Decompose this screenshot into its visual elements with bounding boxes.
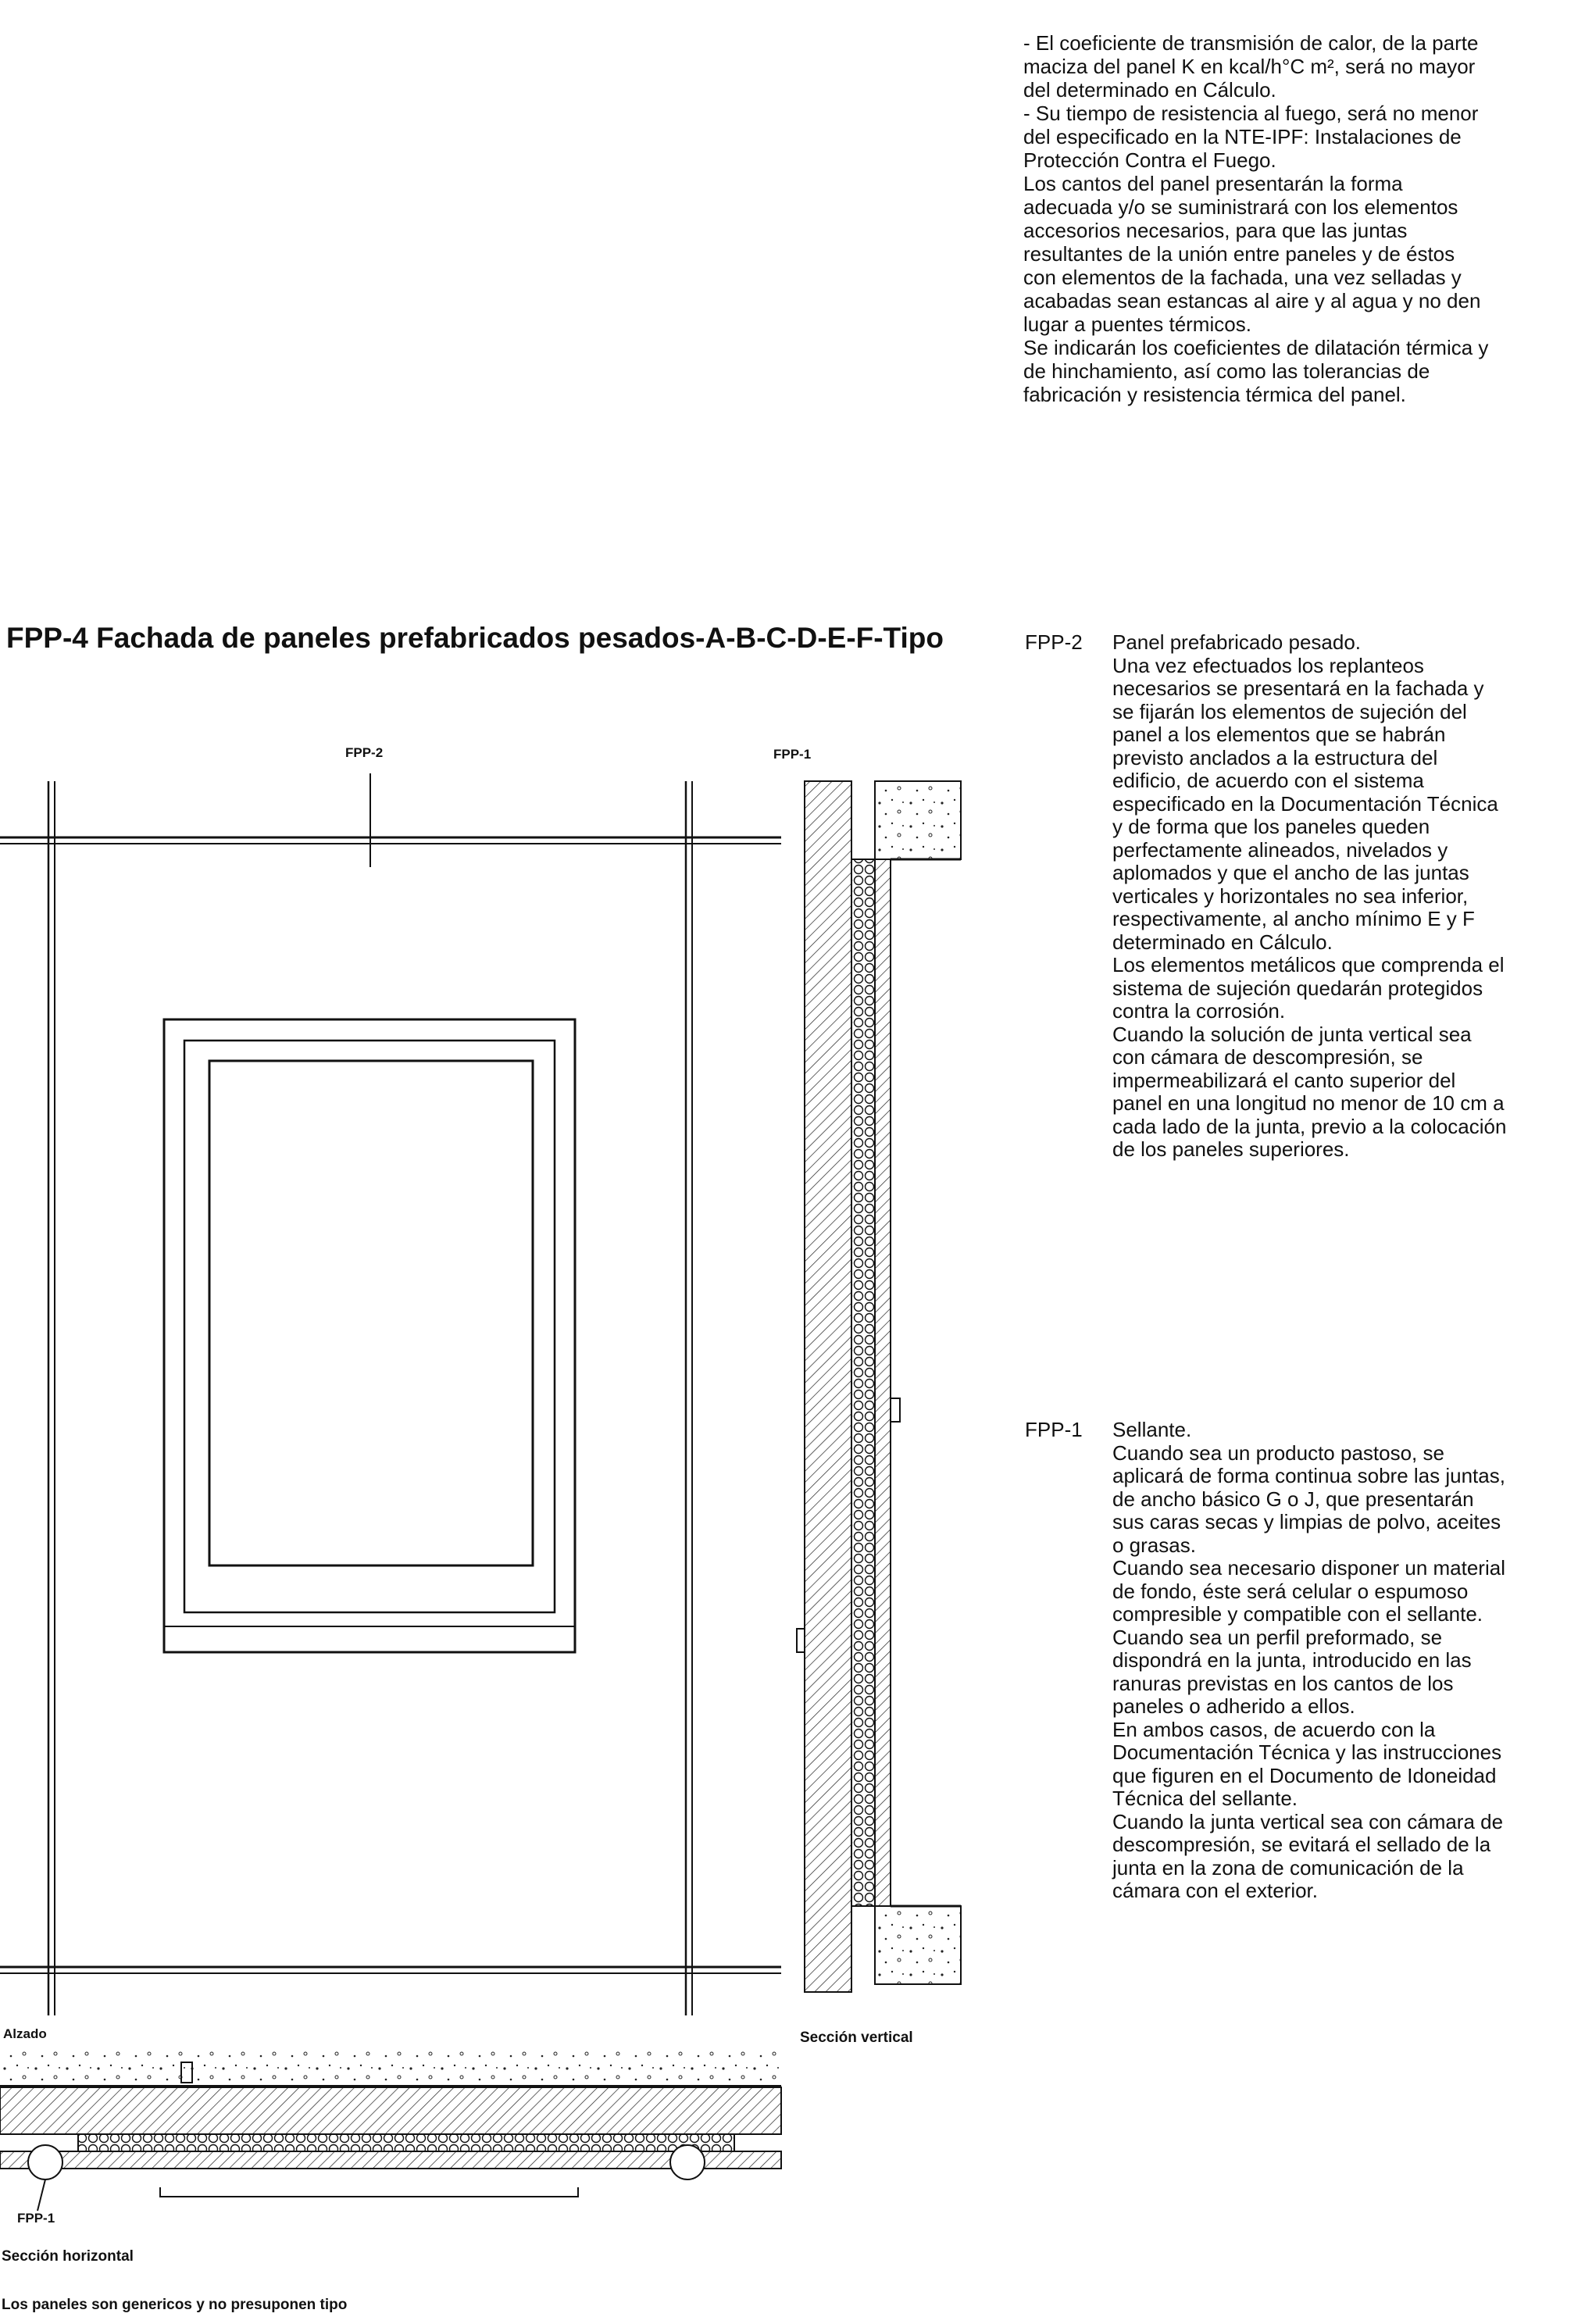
item-paragraph: Cuando sea necesario disponer un material de fondo, éste será celular o espumoso compresible y compatible con el sellante.	[1112, 1556, 1505, 1626]
item-paragraph: Cuando sea un producto pastoso, se aplicará de forma continua sobre las juntas, de ancho básico G o J, que presentarán sus caras secas y limpias de polvo, aceites o grasas.	[1112, 1440, 1505, 1557]
label-fpp2: FPP-2	[345, 745, 384, 760]
item-paragraph: Sellante.	[1112, 1418, 1192, 1441]
item-code: FPP-1	[1025, 1418, 1083, 1441]
caption-vertical-section: Sección vertical	[800, 2029, 913, 2046]
item-paragraph: Los elementos metálicos que comprenda el sistema de sujeción quedarán protegidos contra la corrosión.	[1112, 953, 1505, 1023]
label-fpp1-bottom: FPP-1	[17, 2211, 55, 2226]
item-code: FPP-2	[1025, 630, 1083, 654]
label-alzado: Alzado	[3, 2026, 47, 2041]
drawing-note: Los paneles son genericos y no presuponen tipo	[2, 2297, 348, 2313]
intro-paragraph: - El coeficiente de transmisión de calor, de la parte maciza del panel K en kcal/h°C m², será no mayor del determinado en Cálculo.	[1023, 31, 1479, 102]
horizontal-section	[0, 2051, 781, 2211]
item-paragraph: Cuando la junta vertical sea con cámara de descompresión, se evitará el sellado de la junta en la zona de comunicación de la cámara con el exterior.	[1112, 1809, 1504, 1902]
item-paragraph: Cuando sea un perfil preformado, se dispondrá en la junta, introducido en las ranuras previstas en los cantos de los paneles o adherido a ellos.	[1112, 1625, 1472, 1718]
item-paragraph: En ambos casos, de acuerdo con la Documentación Técnica y las instrucciones que figuren en el Documento de Idoneidad Técnica del sellante.	[1112, 1717, 1502, 1810]
item-paragraph: Panel prefabricado pesado.	[1112, 630, 1362, 654]
section-heading: FPP-4 Fachada de paneles prefabricados pesados-A-B-C-D-E-F-Tipo	[6, 622, 944, 654]
item-paragraph: Cuando la solución de junta vertical sea con cámara de descompresión, se impermeabilizará el canto superior del panel en una longitud no menor de 10 cm a cada lado de la junta, previo a la colocación de los paneles superiores.	[1112, 1022, 1507, 1161]
intro-paragraph: Los cantos del panel presentarán la forma adecuada y/o se suministrará con los elementos accesorios necesarios, para que las juntas resultantes de la unión entre paneles y de éstos con elementos de la fachada, una vez selladas y acabadas sean estancas al aire y al agua y no den lugar a puentes térmicos.	[1023, 172, 1481, 336]
vertical-section	[797, 781, 961, 1992]
caption-horizontal-section: Sección horizontal	[2, 2248, 134, 2265]
intro-paragraph: Se indicarán los coeficientes de dilatación térmica y de hinchamiento, así como las tolerancias de fabricación y resistencia térmica del panel.	[1023, 336, 1489, 406]
item-paragraph: Una vez efectuados los replanteos necesarios se presentará en la fachada y se fijarán los elementos de sujeción del panel a los elementos que se habrán previsto anclados a la estructura del edificio, de acuerdo con el sistema especificado en la Documentación Técnica y de forma que los paneles queden perfectamente alineados, nivelados y aplomados y que el ancho de las juntas verticales y horizontales no sea inferior, respectivamente, al ancho mínimo E y F determinado en Cálculo.	[1112, 653, 1498, 954]
intro-paragraph: - Su tiempo de resistencia al fuego, será no menor del especificado en la NTE-IPF: Instalaciones de Protección Contra el Fuego.	[1023, 102, 1479, 172]
label-fpp1-top: FPP-1	[773, 747, 812, 762]
elevation-view	[0, 773, 781, 2015]
